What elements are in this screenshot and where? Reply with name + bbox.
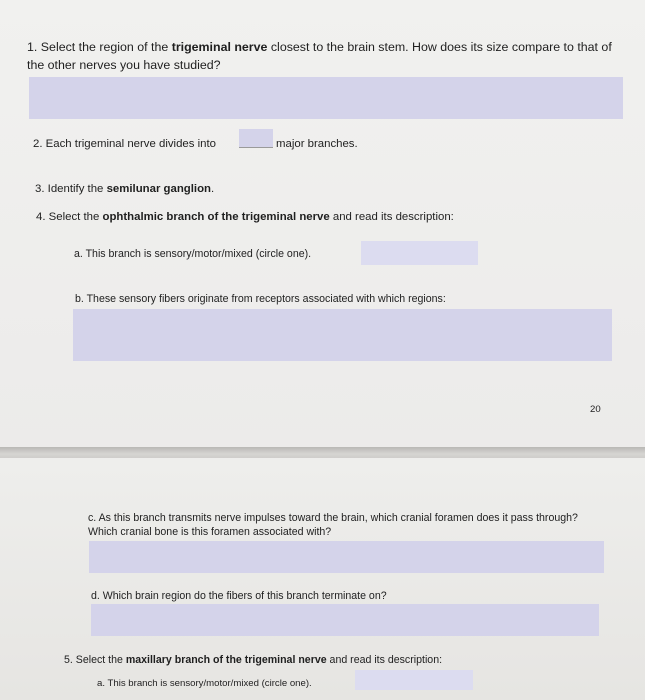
question-4c: c. As this branch transmits nerve impulses toward the brain, which cranial foramen does it pass through? Which cranial bone is this foramen associated with? (88, 512, 578, 538)
q2-underline (239, 147, 273, 148)
question-5: 5. Select the maxillary branch of the trigeminal nerve and read its description: (64, 654, 443, 666)
q2-branches-field[interactable] (239, 129, 273, 147)
q5a-answer-field[interactable] (355, 670, 473, 690)
question-5a: a. This branch is sensory/motor/mixed (circle one). (97, 678, 312, 689)
q4d-answer-field[interactable] (91, 604, 599, 636)
question-1: 1. Select the region of the trigeminal nerve closest to the brain stem. How does its size compare to that of the other nerves you have studied? (27, 40, 612, 72)
q4b-answer-field[interactable] (73, 309, 612, 361)
question-4d: d. Which brain region do the fibers of this branch terminate on? (91, 590, 387, 602)
q4a-answer-field[interactable] (361, 241, 478, 265)
question-4: 4. Select the ophthalmic branch of the trigeminal nerve and read its description: (36, 211, 454, 223)
page-number: 20 (590, 404, 601, 415)
q1-answer-field[interactable] (29, 77, 623, 119)
question-3: 3. Identify the semilunar ganglion. (35, 183, 215, 195)
question-4a: a. This branch is sensory/motor/mixed (circle one). (74, 248, 312, 260)
question-2-suffix: major branches. (276, 138, 358, 150)
question-4b: b. These sensory fibers originate from receptors associated with which regions: (75, 293, 446, 305)
question-2: 2. Each trigeminal nerve divides into (33, 138, 216, 150)
q4c-answer-field[interactable] (89, 541, 604, 573)
